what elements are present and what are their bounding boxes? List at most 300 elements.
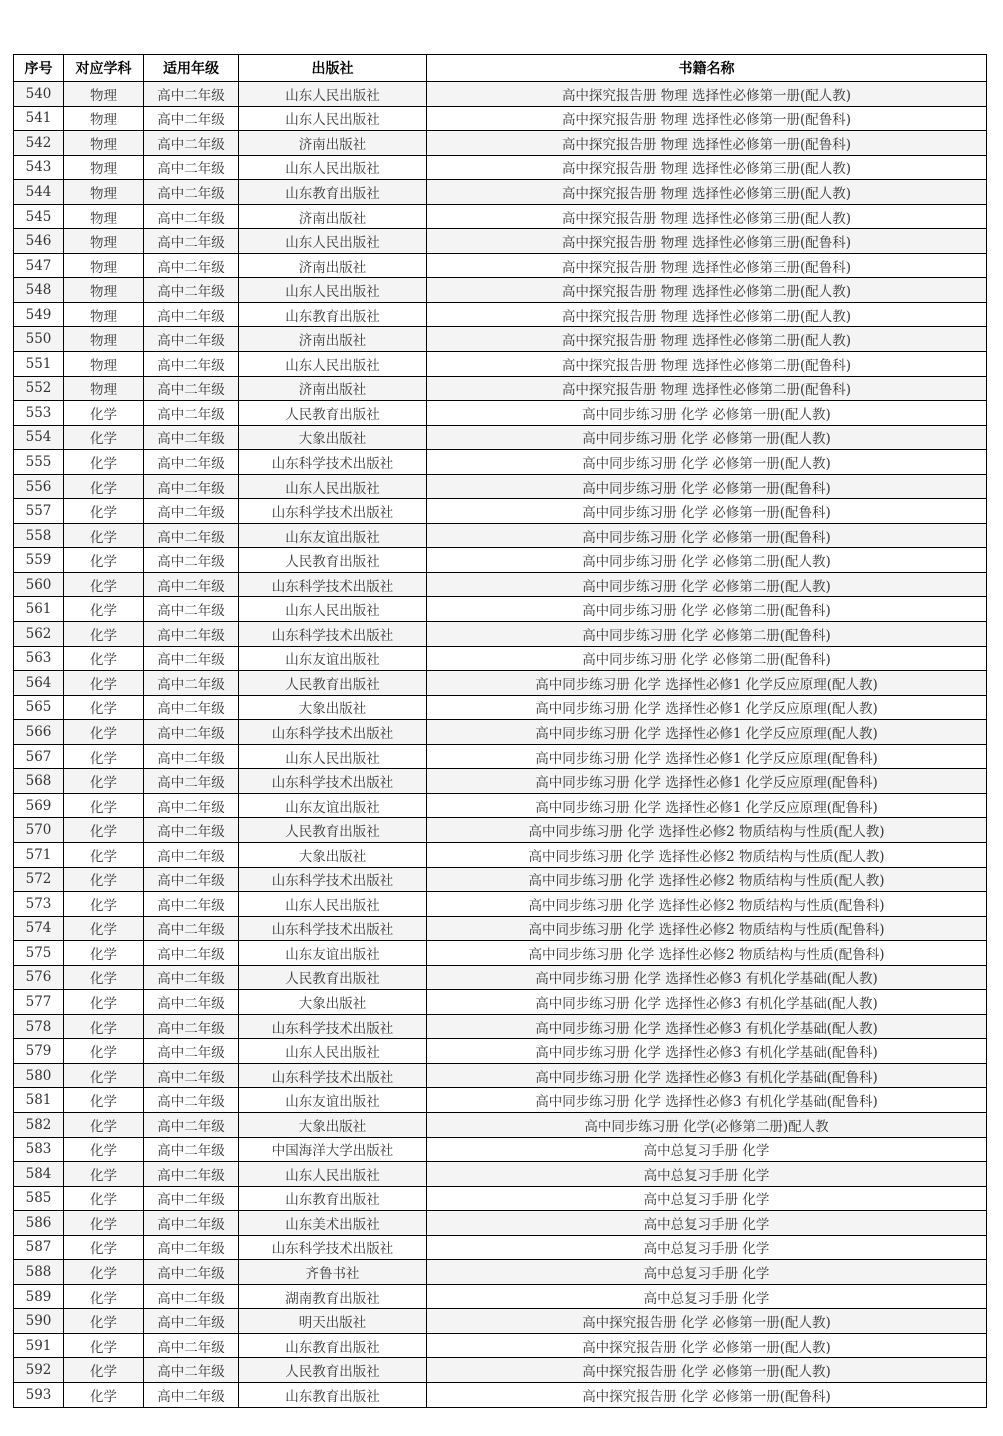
table-row bbox=[14, 916, 987, 941]
cell-grade: 高中二年级 bbox=[144, 450, 239, 475]
cell-subject: 化学 bbox=[64, 1112, 144, 1137]
cell-serial-number: 589 bbox=[14, 1284, 64, 1309]
table-row bbox=[14, 425, 987, 450]
table-row bbox=[14, 1162, 987, 1187]
cell-subject: 化学 bbox=[64, 990, 144, 1015]
cell-serial-number: 540 bbox=[14, 82, 64, 107]
cell-grade: 高中二年级 bbox=[144, 1088, 239, 1113]
cell-publisher: 山东科学技术出版社 bbox=[239, 1014, 427, 1039]
cell-grade: 高中二年级 bbox=[144, 1162, 239, 1187]
cell-publisher: 人民教育出版社 bbox=[239, 671, 427, 696]
cell-publisher: 山东人民出版社 bbox=[239, 1039, 427, 1064]
cell-subject: 化学 bbox=[64, 744, 144, 769]
cell-subject: 物理 bbox=[64, 106, 144, 131]
cell-subject: 物理 bbox=[64, 131, 144, 156]
table-row bbox=[14, 1309, 987, 1334]
cell-publisher: 济南出版社 bbox=[239, 376, 427, 401]
cell-publisher: 明天出版社 bbox=[239, 1309, 427, 1334]
table-row bbox=[14, 1014, 987, 1039]
header-book-title: 书籍名称 bbox=[427, 55, 987, 82]
cell-subject: 化学 bbox=[64, 916, 144, 941]
cell-book-title: 高中探究报告册 物理 选择性必修第一册(配人教) bbox=[427, 82, 987, 107]
cell-serial-number: 571 bbox=[14, 842, 64, 867]
cell-serial-number: 554 bbox=[14, 425, 64, 450]
cell-serial-number: 558 bbox=[14, 523, 64, 548]
cell-subject: 化学 bbox=[64, 1137, 144, 1162]
cell-grade: 高中二年级 bbox=[144, 941, 239, 966]
cell-publisher: 济南出版社 bbox=[239, 327, 427, 352]
cell-grade: 高中二年级 bbox=[144, 327, 239, 352]
cell-subject: 化学 bbox=[64, 671, 144, 696]
cell-grade: 高中二年级 bbox=[144, 155, 239, 180]
header-subject: 对应学科 bbox=[64, 55, 144, 82]
cell-publisher: 山东友谊出版社 bbox=[239, 1088, 427, 1113]
cell-book-title: 高中同步练习册 化学 必修第一册(配鲁科) bbox=[427, 523, 987, 548]
cell-grade: 高中二年级 bbox=[144, 572, 239, 597]
cell-serial-number: 543 bbox=[14, 155, 64, 180]
cell-publisher: 山东友谊出版社 bbox=[239, 523, 427, 548]
cell-serial-number: 585 bbox=[14, 1186, 64, 1211]
cell-serial-number: 549 bbox=[14, 302, 64, 327]
cell-serial-number: 583 bbox=[14, 1137, 64, 1162]
cell-subject: 化学 bbox=[64, 1260, 144, 1285]
cell-book-title: 高中总复习手册 化学 bbox=[427, 1284, 987, 1309]
cell-serial-number: 568 bbox=[14, 769, 64, 794]
cell-book-title: 高中探究报告册 物理 选择性必修第一册(配鲁科) bbox=[427, 131, 987, 156]
cell-serial-number: 590 bbox=[14, 1309, 64, 1334]
book-list-sheet bbox=[13, 54, 986, 1408]
cell-publisher: 中国海洋大学出版社 bbox=[239, 1137, 427, 1162]
cell-book-title: 高中同步练习册 化学 选择性必修2 物质结构与性质(配人教) bbox=[427, 867, 987, 892]
header-grade: 适用年级 bbox=[144, 55, 239, 82]
cell-publisher: 山东科学技术出版社 bbox=[239, 450, 427, 475]
cell-serial-number: 565 bbox=[14, 695, 64, 720]
table-row bbox=[14, 204, 987, 229]
cell-book-title: 高中同步练习册 化学 必修第二册(配人教) bbox=[427, 548, 987, 573]
cell-subject: 物理 bbox=[64, 229, 144, 254]
cell-publisher: 济南出版社 bbox=[239, 253, 427, 278]
cell-publisher: 山东教育出版社 bbox=[239, 1333, 427, 1358]
cell-grade: 高中二年级 bbox=[144, 646, 239, 671]
cell-subject: 化学 bbox=[64, 1014, 144, 1039]
cell-book-title: 高中同步练习册 化学 必修第一册(配人教) bbox=[427, 401, 987, 426]
cell-serial-number: 569 bbox=[14, 793, 64, 818]
cell-grade: 高中二年级 bbox=[144, 1211, 239, 1236]
table-row bbox=[14, 131, 987, 156]
cell-serial-number: 553 bbox=[14, 401, 64, 426]
cell-book-title: 高中同步练习册 化学 选择性必修2 物质结构与性质(配鲁科) bbox=[427, 916, 987, 941]
cell-publisher: 山东科学技术出版社 bbox=[239, 572, 427, 597]
cell-subject: 化学 bbox=[64, 769, 144, 794]
cell-publisher: 山东科学技术出版社 bbox=[239, 499, 427, 524]
cell-subject: 化学 bbox=[64, 1162, 144, 1187]
cell-subject: 化学 bbox=[64, 450, 144, 475]
cell-book-title: 高中探究报告册 化学 必修第一册(配人教) bbox=[427, 1333, 987, 1358]
cell-grade: 高中二年级 bbox=[144, 204, 239, 229]
table-row bbox=[14, 302, 987, 327]
table-row bbox=[14, 842, 987, 867]
table-row bbox=[14, 278, 987, 303]
cell-publisher: 人民教育出版社 bbox=[239, 965, 427, 990]
cell-grade: 高中二年级 bbox=[144, 990, 239, 1015]
cell-book-title: 高中同步练习册 化学 选择性必修1 化学反应原理(配鲁科) bbox=[427, 793, 987, 818]
cell-grade: 高中二年级 bbox=[144, 1235, 239, 1260]
cell-serial-number: 574 bbox=[14, 916, 64, 941]
cell-book-title: 高中同步练习册 化学 选择性必修3 有机化学基础(配鲁科) bbox=[427, 1039, 987, 1064]
table-row bbox=[14, 793, 987, 818]
cell-grade: 高中二年级 bbox=[144, 818, 239, 843]
cell-serial-number: 577 bbox=[14, 990, 64, 1015]
cell-grade: 高中二年级 bbox=[144, 671, 239, 696]
cell-grade: 高中二年级 bbox=[144, 1039, 239, 1064]
cell-book-title: 高中探究报告册 物理 选择性必修第二册(配鲁科) bbox=[427, 352, 987, 377]
cell-publisher: 大象出版社 bbox=[239, 695, 427, 720]
cell-grade: 高中二年级 bbox=[144, 1309, 239, 1334]
cell-serial-number: 544 bbox=[14, 180, 64, 205]
cell-publisher: 济南出版社 bbox=[239, 204, 427, 229]
table-row bbox=[14, 376, 987, 401]
cell-grade: 高中二年级 bbox=[144, 229, 239, 254]
table-row bbox=[14, 1186, 987, 1211]
cell-serial-number: 555 bbox=[14, 450, 64, 475]
cell-book-title: 高中探究报告册 物理 选择性必修第三册(配人教) bbox=[427, 155, 987, 180]
table-row bbox=[14, 106, 987, 131]
cell-book-title: 高中探究报告册 物理 选择性必修第三册(配鲁科) bbox=[427, 229, 987, 254]
cell-publisher: 山东友谊出版社 bbox=[239, 793, 427, 818]
cell-grade: 高中二年级 bbox=[144, 1333, 239, 1358]
cell-grade: 高中二年级 bbox=[144, 1284, 239, 1309]
cell-subject: 化学 bbox=[64, 892, 144, 917]
cell-subject: 化学 bbox=[64, 572, 144, 597]
cell-book-title: 高中探究报告册 物理 选择性必修第三册(配鲁科) bbox=[427, 253, 987, 278]
table-row bbox=[14, 352, 987, 377]
cell-subject: 物理 bbox=[64, 253, 144, 278]
header-publisher: 出版社 bbox=[239, 55, 427, 82]
cell-publisher: 湖南教育出版社 bbox=[239, 1284, 427, 1309]
cell-subject: 物理 bbox=[64, 327, 144, 352]
cell-publisher: 山东人民出版社 bbox=[239, 229, 427, 254]
cell-subject: 化学 bbox=[64, 425, 144, 450]
table-row bbox=[14, 622, 987, 647]
cell-subject: 化学 bbox=[64, 1235, 144, 1260]
cell-serial-number: 562 bbox=[14, 622, 64, 647]
cell-subject: 物理 bbox=[64, 302, 144, 327]
cell-book-title: 高中同步练习册 化学 选择性必修3 有机化学基础(配鲁科) bbox=[427, 1063, 987, 1088]
cell-grade: 高中二年级 bbox=[144, 253, 239, 278]
cell-grade: 高中二年级 bbox=[144, 106, 239, 131]
header-serial-number: 序号 bbox=[14, 55, 64, 82]
cell-book-title: 高中探究报告册 化学 必修第一册(配人教) bbox=[427, 1309, 987, 1334]
cell-book-title: 高中同步练习册 化学 必修第一册(配鲁科) bbox=[427, 474, 987, 499]
cell-publisher: 大象出版社 bbox=[239, 990, 427, 1015]
cell-book-title: 高中同步练习册 化学 选择性必修2 物质结构与性质(配鲁科) bbox=[427, 941, 987, 966]
cell-grade: 高中二年级 bbox=[144, 131, 239, 156]
cell-subject: 化学 bbox=[64, 622, 144, 647]
cell-subject: 化学 bbox=[64, 1358, 144, 1383]
cell-subject: 化学 bbox=[64, 1063, 144, 1088]
cell-publisher: 山东教育出版社 bbox=[239, 180, 427, 205]
cell-publisher: 山东友谊出版社 bbox=[239, 646, 427, 671]
cell-subject: 化学 bbox=[64, 523, 144, 548]
cell-book-title: 高中同步练习册 化学 必修第二册(配鲁科) bbox=[427, 597, 987, 622]
cell-subject: 化学 bbox=[64, 548, 144, 573]
cell-grade: 高中二年级 bbox=[144, 597, 239, 622]
cell-serial-number: 573 bbox=[14, 892, 64, 917]
cell-serial-number: 592 bbox=[14, 1358, 64, 1383]
cell-book-title: 高中同步练习册 化学 必修第一册(配鲁科) bbox=[427, 499, 987, 524]
cell-book-title: 高中同步练习册 化学 选择性必修1 化学反应原理(配人教) bbox=[427, 671, 987, 696]
cell-book-title: 高中同步练习册 化学 选择性必修1 化学反应原理(配鲁科) bbox=[427, 744, 987, 769]
cell-serial-number: 559 bbox=[14, 548, 64, 573]
table-row bbox=[14, 1112, 987, 1137]
table-row bbox=[14, 671, 987, 696]
cell-subject: 化学 bbox=[64, 818, 144, 843]
cell-serial-number: 547 bbox=[14, 253, 64, 278]
cell-grade: 高中二年级 bbox=[144, 548, 239, 573]
cell-serial-number: 581 bbox=[14, 1088, 64, 1113]
cell-serial-number: 588 bbox=[14, 1260, 64, 1285]
cell-publisher: 人民教育出版社 bbox=[239, 818, 427, 843]
cell-book-title: 高中同步练习册 化学 必修第一册(配人教) bbox=[427, 450, 987, 475]
cell-serial-number: 542 bbox=[14, 131, 64, 156]
cell-publisher: 人民教育出版社 bbox=[239, 1358, 427, 1383]
cell-grade: 高中二年级 bbox=[144, 1112, 239, 1137]
cell-serial-number: 584 bbox=[14, 1162, 64, 1187]
cell-grade: 高中二年级 bbox=[144, 892, 239, 917]
cell-serial-number: 557 bbox=[14, 499, 64, 524]
cell-book-title: 高中同步练习册 化学 必修第二册(配鲁科) bbox=[427, 622, 987, 647]
cell-publisher: 山东人民出版社 bbox=[239, 106, 427, 131]
cell-serial-number: 541 bbox=[14, 106, 64, 131]
cell-serial-number: 556 bbox=[14, 474, 64, 499]
table-row bbox=[14, 548, 987, 573]
cell-publisher: 山东人民出版社 bbox=[239, 155, 427, 180]
cell-publisher: 山东人民出版社 bbox=[239, 597, 427, 622]
cell-book-title: 高中同步练习册 化学 必修第二册(配鲁科) bbox=[427, 646, 987, 671]
table-row bbox=[14, 941, 987, 966]
cell-grade: 高中二年级 bbox=[144, 82, 239, 107]
cell-grade: 高中二年级 bbox=[144, 302, 239, 327]
cell-publisher: 山东教育出版社 bbox=[239, 1186, 427, 1211]
cell-subject: 化学 bbox=[64, 1039, 144, 1064]
cell-serial-number: 572 bbox=[14, 867, 64, 892]
cell-book-title: 高中探究报告册 物理 选择性必修第二册(配人教) bbox=[427, 327, 987, 352]
cell-subject: 物理 bbox=[64, 278, 144, 303]
table-row bbox=[14, 744, 987, 769]
cell-book-title: 高中探究报告册 物理 选择性必修第三册(配人教) bbox=[427, 180, 987, 205]
cell-publisher: 山东人民出版社 bbox=[239, 474, 427, 499]
cell-serial-number: 564 bbox=[14, 671, 64, 696]
cell-serial-number: 593 bbox=[14, 1382, 64, 1407]
cell-publisher: 山东人民出版社 bbox=[239, 82, 427, 107]
cell-publisher: 人民教育出版社 bbox=[239, 401, 427, 426]
cell-grade: 高中二年级 bbox=[144, 1014, 239, 1039]
table-row bbox=[14, 523, 987, 548]
cell-book-title: 高中总复习手册 化学 bbox=[427, 1137, 987, 1162]
table-row bbox=[14, 597, 987, 622]
cell-grade: 高中二年级 bbox=[144, 916, 239, 941]
table-row bbox=[14, 1260, 987, 1285]
cell-serial-number: 551 bbox=[14, 352, 64, 377]
cell-subject: 化学 bbox=[64, 499, 144, 524]
cell-subject: 化学 bbox=[64, 474, 144, 499]
cell-publisher: 山东美术出版社 bbox=[239, 1211, 427, 1236]
cell-grade: 高中二年级 bbox=[144, 278, 239, 303]
cell-subject: 化学 bbox=[64, 1284, 144, 1309]
cell-publisher: 山东教育出版社 bbox=[239, 1382, 427, 1407]
cell-publisher: 山东科学技术出版社 bbox=[239, 769, 427, 794]
table-body bbox=[14, 82, 987, 1408]
table-row bbox=[14, 155, 987, 180]
cell-subject: 化学 bbox=[64, 646, 144, 671]
cell-grade: 高中二年级 bbox=[144, 401, 239, 426]
table-row bbox=[14, 474, 987, 499]
cell-publisher: 大象出版社 bbox=[239, 425, 427, 450]
cell-subject: 化学 bbox=[64, 941, 144, 966]
cell-grade: 高中二年级 bbox=[144, 793, 239, 818]
cell-subject: 物理 bbox=[64, 180, 144, 205]
cell-grade: 高中二年级 bbox=[144, 180, 239, 205]
cell-book-title: 高中总复习手册 化学 bbox=[427, 1162, 987, 1187]
cell-subject: 化学 bbox=[64, 597, 144, 622]
table-row bbox=[14, 1137, 987, 1162]
cell-publisher: 人民教育出版社 bbox=[239, 548, 427, 573]
cell-subject: 物理 bbox=[64, 352, 144, 377]
cell-serial-number: 567 bbox=[14, 744, 64, 769]
header-row bbox=[14, 55, 987, 82]
cell-grade: 高中二年级 bbox=[144, 376, 239, 401]
cell-subject: 化学 bbox=[64, 401, 144, 426]
cell-book-title: 高中同步练习册 化学 选择性必修3 有机化学基础(配人教) bbox=[427, 990, 987, 1015]
table-row bbox=[14, 82, 987, 107]
cell-publisher: 山东人民出版社 bbox=[239, 1162, 427, 1187]
cell-grade: 高中二年级 bbox=[144, 695, 239, 720]
cell-grade: 高中二年级 bbox=[144, 720, 239, 745]
table-row bbox=[14, 720, 987, 745]
cell-publisher: 山东科学技术出版社 bbox=[239, 867, 427, 892]
cell-serial-number: 545 bbox=[14, 204, 64, 229]
cell-serial-number: 548 bbox=[14, 278, 64, 303]
table-row bbox=[14, 180, 987, 205]
table-header bbox=[14, 55, 987, 82]
cell-serial-number: 582 bbox=[14, 1112, 64, 1137]
cell-grade: 高中二年级 bbox=[144, 842, 239, 867]
cell-serial-number: 579 bbox=[14, 1039, 64, 1064]
cell-grade: 高中二年级 bbox=[144, 1260, 239, 1285]
cell-serial-number: 575 bbox=[14, 941, 64, 966]
cell-subject: 化学 bbox=[64, 1211, 144, 1236]
cell-book-title: 高中探究报告册 物理 选择性必修第二册(配人教) bbox=[427, 278, 987, 303]
cell-serial-number: 552 bbox=[14, 376, 64, 401]
cell-subject: 物理 bbox=[64, 376, 144, 401]
cell-book-title: 高中同步练习册 化学 选择性必修3 有机化学基础(配人教) bbox=[427, 965, 987, 990]
cell-book-title: 高中同步练习册 化学 必修第一册(配人教) bbox=[427, 425, 987, 450]
cell-publisher: 山东人民出版社 bbox=[239, 352, 427, 377]
cell-grade: 高中二年级 bbox=[144, 1137, 239, 1162]
table-row bbox=[14, 1211, 987, 1236]
table-row bbox=[14, 892, 987, 917]
cell-serial-number: 576 bbox=[14, 965, 64, 990]
cell-grade: 高中二年级 bbox=[144, 1063, 239, 1088]
cell-book-title: 高中总复习手册 化学 bbox=[427, 1211, 987, 1236]
table-row bbox=[14, 818, 987, 843]
table-row bbox=[14, 1284, 987, 1309]
cell-book-title: 高中探究报告册 物理 选择性必修第一册(配鲁科) bbox=[427, 106, 987, 131]
cell-subject: 物理 bbox=[64, 204, 144, 229]
table-row bbox=[14, 867, 987, 892]
cell-subject: 化学 bbox=[64, 1333, 144, 1358]
cell-subject: 化学 bbox=[64, 1309, 144, 1334]
cell-subject: 物理 bbox=[64, 155, 144, 180]
cell-book-title: 高中同步练习册 化学 选择性必修1 化学反应原理(配人教) bbox=[427, 720, 987, 745]
cell-book-title: 高中总复习手册 化学 bbox=[427, 1186, 987, 1211]
cell-subject: 化学 bbox=[64, 1186, 144, 1211]
cell-book-title: 高中同步练习册 化学 选择性必修3 有机化学基础(配人教) bbox=[427, 1014, 987, 1039]
table-row bbox=[14, 450, 987, 475]
table-row bbox=[14, 499, 987, 524]
cell-publisher: 山东人民出版社 bbox=[239, 278, 427, 303]
cell-grade: 高中二年级 bbox=[144, 499, 239, 524]
table-row bbox=[14, 1358, 987, 1383]
cell-grade: 高中二年级 bbox=[144, 744, 239, 769]
cell-publisher: 山东科学技术出版社 bbox=[239, 1235, 427, 1260]
table-row bbox=[14, 990, 987, 1015]
table-row bbox=[14, 695, 987, 720]
table-row bbox=[14, 229, 987, 254]
cell-serial-number: 563 bbox=[14, 646, 64, 671]
cell-serial-number: 560 bbox=[14, 572, 64, 597]
cell-publisher: 大象出版社 bbox=[239, 842, 427, 867]
cell-subject: 化学 bbox=[64, 793, 144, 818]
table-row bbox=[14, 327, 987, 352]
cell-publisher: 山东教育出版社 bbox=[239, 302, 427, 327]
cell-serial-number: 546 bbox=[14, 229, 64, 254]
cell-publisher: 济南出版社 bbox=[239, 131, 427, 156]
cell-publisher: 山东科学技术出版社 bbox=[239, 916, 427, 941]
table-row bbox=[14, 646, 987, 671]
cell-book-title: 高中同步练习册 化学 选择性必修2 物质结构与性质(配鲁科) bbox=[427, 892, 987, 917]
cell-grade: 高中二年级 bbox=[144, 769, 239, 794]
cell-grade: 高中二年级 bbox=[144, 352, 239, 377]
cell-serial-number: 587 bbox=[14, 1235, 64, 1260]
cell-serial-number: 570 bbox=[14, 818, 64, 843]
table-row bbox=[14, 1063, 987, 1088]
cell-book-title: 高中同步练习册 化学 必修第二册(配人教) bbox=[427, 572, 987, 597]
book-list-table bbox=[13, 54, 987, 1408]
cell-publisher: 山东人民出版社 bbox=[239, 892, 427, 917]
cell-serial-number: 561 bbox=[14, 597, 64, 622]
cell-grade: 高中二年级 bbox=[144, 965, 239, 990]
table-row bbox=[14, 1235, 987, 1260]
cell-subject: 化学 bbox=[64, 867, 144, 892]
cell-subject: 化学 bbox=[64, 1088, 144, 1113]
cell-book-title: 高中探究报告册 物理 选择性必修第二册(配人教) bbox=[427, 302, 987, 327]
cell-publisher: 山东科学技术出版社 bbox=[239, 622, 427, 647]
cell-serial-number: 566 bbox=[14, 720, 64, 745]
table-row bbox=[14, 572, 987, 597]
cell-grade: 高中二年级 bbox=[144, 1358, 239, 1383]
table-row bbox=[14, 1088, 987, 1113]
cell-grade: 高中二年级 bbox=[144, 1382, 239, 1407]
cell-grade: 高中二年级 bbox=[144, 523, 239, 548]
cell-grade: 高中二年级 bbox=[144, 622, 239, 647]
cell-book-title: 高中总复习手册 化学 bbox=[427, 1260, 987, 1285]
cell-grade: 高中二年级 bbox=[144, 867, 239, 892]
cell-book-title: 高中探究报告册 物理 选择性必修第二册(配鲁科) bbox=[427, 376, 987, 401]
cell-serial-number: 591 bbox=[14, 1333, 64, 1358]
cell-publisher: 大象出版社 bbox=[239, 1112, 427, 1137]
cell-subject: 化学 bbox=[64, 1382, 144, 1407]
